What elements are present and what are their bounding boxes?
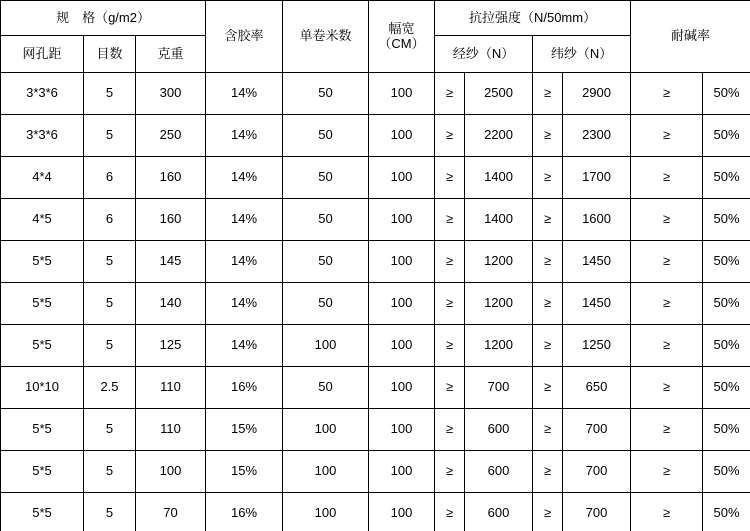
cell-mesh-spacing: 5*5	[1, 325, 84, 367]
cell-warp-value: 2200	[465, 115, 533, 157]
cell-glue-rate: 14%	[206, 325, 283, 367]
cell-roll-meters: 50	[283, 73, 369, 115]
cell-weight: 160	[136, 199, 206, 241]
cell-roll-meters: 50	[283, 115, 369, 157]
cell-alkali-value: 50%	[703, 73, 750, 115]
cell-weight: 140	[136, 283, 206, 325]
cell-warp-value: 1200	[465, 241, 533, 283]
table-row	[1, 325, 750, 367]
cell-warp-value: 1400	[465, 199, 533, 241]
cell-warp-ge: ≥	[435, 325, 465, 367]
cell-mesh-spacing: 5*5	[1, 451, 84, 493]
cell-weft-ge: ≥	[533, 241, 563, 283]
table-row	[1, 199, 750, 241]
cell-warp-ge: ≥	[435, 157, 465, 199]
cell-weft-value: 700	[563, 409, 631, 451]
cell-mesh-spacing: 10*10	[1, 367, 84, 409]
cell-alkali-ge: ≥	[631, 367, 703, 409]
cell-weight: 100	[136, 451, 206, 493]
cell-width: 100	[369, 115, 435, 157]
cell-mesh-count: 6	[84, 157, 136, 199]
cell-mesh-count: 5	[84, 241, 136, 283]
cell-weft-ge: ≥	[533, 115, 563, 157]
cell-warp-value: 600	[465, 493, 533, 531]
cell-width: 100	[369, 241, 435, 283]
cell-alkali-value: 50%	[703, 451, 750, 493]
cell-alkali-ge: ≥	[631, 409, 703, 451]
cell-mesh-spacing: 5*5	[1, 283, 84, 325]
table-row	[1, 367, 750, 409]
cell-alkali-value: 50%	[703, 367, 750, 409]
cell-alkali-ge: ≥	[631, 493, 703, 531]
cell-mesh-spacing: 3*3*6	[1, 115, 84, 157]
cell-alkali-ge: ≥	[631, 199, 703, 241]
cell-mesh-spacing: 5*5	[1, 493, 84, 531]
cell-roll-meters: 50	[283, 199, 369, 241]
cell-weight: 300	[136, 73, 206, 115]
cell-width: 100	[369, 367, 435, 409]
cell-warp-ge: ≥	[435, 241, 465, 283]
cell-warp-ge: ≥	[435, 451, 465, 493]
cell-mesh-count: 5	[84, 283, 136, 325]
cell-warp-ge: ≥	[435, 199, 465, 241]
cell-weight: 110	[136, 367, 206, 409]
cell-weft-value: 650	[563, 367, 631, 409]
cell-roll-meters: 50	[283, 283, 369, 325]
cell-alkali-ge: ≥	[631, 115, 703, 157]
cell-weft-value: 2900	[563, 73, 631, 115]
cell-weft-ge: ≥	[533, 367, 563, 409]
table-row	[1, 493, 750, 531]
cell-roll-meters: 100	[283, 493, 369, 531]
cell-weft-value: 1600	[563, 199, 631, 241]
cell-weight: 250	[136, 115, 206, 157]
cell-weft-value: 1250	[563, 325, 631, 367]
cell-weft-ge: ≥	[533, 283, 563, 325]
cell-weft-ge: ≥	[533, 73, 563, 115]
header-spec-group: 规 格（g/m2）	[1, 1, 206, 36]
table-body	[1, 73, 750, 531]
cell-mesh-count: 5	[84, 409, 136, 451]
header-tensile-group: 抗拉强度（N/50mm）	[435, 1, 631, 36]
cell-mesh-count: 6	[84, 199, 136, 241]
cell-width: 100	[369, 73, 435, 115]
cell-warp-ge: ≥	[435, 493, 465, 531]
cell-weft-ge: ≥	[533, 199, 563, 241]
table-row	[1, 157, 750, 199]
header-weft: 纬纱（N）	[533, 36, 631, 73]
cell-glue-rate: 14%	[206, 283, 283, 325]
cell-alkali-value: 50%	[703, 157, 750, 199]
cell-roll-meters: 100	[283, 325, 369, 367]
cell-glue-rate: 14%	[206, 73, 283, 115]
cell-alkali-value: 50%	[703, 409, 750, 451]
cell-width: 100	[369, 283, 435, 325]
header-glue-rate: 含胶率	[206, 1, 283, 73]
cell-weft-ge: ≥	[533, 325, 563, 367]
cell-weight: 160	[136, 157, 206, 199]
header-roll-meters: 单卷米数	[283, 1, 369, 73]
table-row	[1, 283, 750, 325]
cell-roll-meters: 50	[283, 367, 369, 409]
cell-glue-rate: 14%	[206, 241, 283, 283]
cell-glue-rate: 14%	[206, 199, 283, 241]
cell-alkali-ge: ≥	[631, 325, 703, 367]
cell-width: 100	[369, 325, 435, 367]
cell-warp-value: 600	[465, 451, 533, 493]
cell-width: 100	[369, 157, 435, 199]
header-alkali-rate: 耐碱率	[631, 1, 750, 73]
cell-roll-meters: 50	[283, 157, 369, 199]
cell-roll-meters: 100	[283, 409, 369, 451]
cell-weft-value: 700	[563, 493, 631, 531]
cell-warp-value: 1200	[465, 283, 533, 325]
cell-glue-rate: 14%	[206, 157, 283, 199]
cell-width: 100	[369, 451, 435, 493]
cell-warp-ge: ≥	[435, 73, 465, 115]
cell-warp-ge: ≥	[435, 367, 465, 409]
table-header-row-top	[1, 1, 750, 36]
cell-mesh-count: 5	[84, 325, 136, 367]
cell-weft-value: 1450	[563, 241, 631, 283]
cell-weft-ge: ≥	[533, 451, 563, 493]
cell-glue-rate: 16%	[206, 367, 283, 409]
cell-alkali-value: 50%	[703, 199, 750, 241]
cell-glue-rate: 15%	[206, 451, 283, 493]
cell-alkali-value: 50%	[703, 115, 750, 157]
cell-warp-ge: ≥	[435, 283, 465, 325]
cell-alkali-ge: ≥	[631, 451, 703, 493]
cell-mesh-count: 5	[84, 493, 136, 531]
header-width	[369, 1, 435, 73]
cell-alkali-ge: ≥	[631, 73, 703, 115]
cell-roll-meters: 100	[283, 451, 369, 493]
cell-mesh-spacing: 4*4	[1, 157, 84, 199]
cell-weight: 145	[136, 241, 206, 283]
cell-warp-value: 600	[465, 409, 533, 451]
header-mesh-count: 目数	[84, 36, 136, 73]
cell-mesh-spacing: 3*3*6	[1, 73, 84, 115]
cell-roll-meters: 50	[283, 241, 369, 283]
cell-warp-value: 1200	[465, 325, 533, 367]
cell-weight: 70	[136, 493, 206, 531]
table-row	[1, 241, 750, 283]
table-row	[1, 451, 750, 493]
cell-warp-value: 1400	[465, 157, 533, 199]
cell-weft-value: 1700	[563, 157, 631, 199]
cell-alkali-ge: ≥	[631, 283, 703, 325]
cell-weft-value: 700	[563, 451, 631, 493]
cell-warp-value: 2500	[465, 73, 533, 115]
cell-glue-rate: 16%	[206, 493, 283, 531]
cell-weft-ge: ≥	[533, 409, 563, 451]
header-warp: 经纱（N）	[435, 36, 533, 73]
header-width-line2: （CM）	[378, 35, 425, 51]
cell-width: 100	[369, 199, 435, 241]
cell-weft-value: 2300	[563, 115, 631, 157]
table-row	[1, 73, 750, 115]
cell-mesh-count: 5	[84, 73, 136, 115]
header-width-line1: 幅宽	[388, 20, 415, 36]
cell-glue-rate: 15%	[206, 409, 283, 451]
table-row	[1, 115, 750, 157]
cell-alkali-value: 50%	[703, 283, 750, 325]
cell-alkali-value: 50%	[703, 241, 750, 283]
cell-mesh-spacing: 4*5	[1, 199, 84, 241]
cell-alkali-ge: ≥	[631, 241, 703, 283]
cell-width: 100	[369, 493, 435, 531]
cell-alkali-value: 50%	[703, 493, 750, 531]
cell-weft-ge: ≥	[533, 493, 563, 531]
cell-warp-ge: ≥	[435, 115, 465, 157]
cell-width: 100	[369, 409, 435, 451]
cell-mesh-spacing: 5*5	[1, 241, 84, 283]
header-weight: 克重	[136, 36, 206, 73]
cell-weft-ge: ≥	[533, 157, 563, 199]
cell-weight: 125	[136, 325, 206, 367]
cell-warp-value: 700	[465, 367, 533, 409]
cell-mesh-count: 5	[84, 451, 136, 493]
cell-alkali-ge: ≥	[631, 157, 703, 199]
cell-weft-value: 1450	[563, 283, 631, 325]
header-mesh-spacing: 网孔距	[1, 36, 84, 73]
table-row	[1, 409, 750, 451]
cell-mesh-count: 2.5	[84, 367, 136, 409]
cell-weight: 110	[136, 409, 206, 451]
cell-alkali-value: 50%	[703, 325, 750, 367]
cell-warp-ge: ≥	[435, 409, 465, 451]
cell-mesh-spacing: 5*5	[1, 409, 84, 451]
cell-glue-rate: 14%	[206, 115, 283, 157]
cell-mesh-count: 5	[84, 115, 136, 157]
